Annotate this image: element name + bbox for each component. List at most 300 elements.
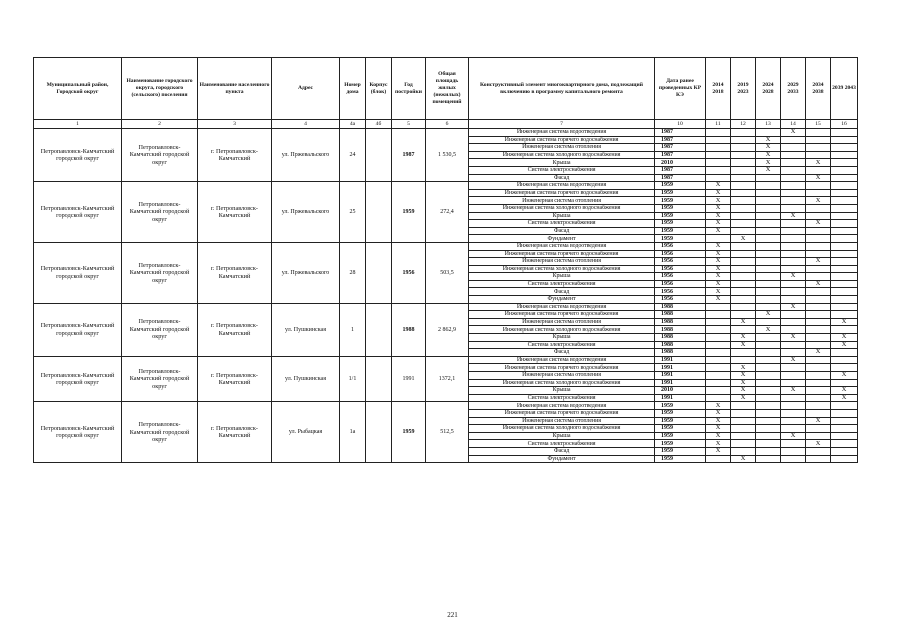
column-number: 7 [469,120,655,129]
period-mark-cell [756,349,781,357]
period-mark-cell [831,455,858,463]
element-cell: Фасад [469,227,655,235]
column-number: 4а [340,120,366,129]
period-mark-cell [706,159,731,167]
period-mark-cell [806,273,831,281]
period-mark-cell [831,197,858,205]
area-cell: 503,5 [426,242,469,303]
element-cell: Инженерная система отопления [469,144,655,152]
period-mark-cell [731,166,756,174]
period-mark-cell [756,189,781,197]
prior-repair-date-cell: 1959 [655,432,706,440]
header-prior-repair-date: Дата ранее проведенных КР КЭ [655,58,706,120]
element-cell: Инженерная система горячего водоснабжения [469,311,655,319]
period-mark-cell [831,189,858,197]
period-mark-cell [756,394,781,402]
element-cell: Фасад [469,288,655,296]
period-mark-cell [806,242,831,250]
settlement-cell: Петропавловск-Камчатский городской округ [122,303,198,356]
period-mark-cell [806,129,831,137]
period-mark-cell [806,372,831,380]
period-mark-cell: X [706,432,731,440]
year-built-cell: 1991 [392,356,426,402]
period-mark-cell [781,364,806,372]
prior-repair-date-cell: 1959 [655,455,706,463]
period-mark-cell [831,402,858,410]
element-cell: Крыша [469,212,655,220]
element-cell: Инженерная система водоотведения [469,356,655,364]
element-cell: Система электроснабжения [469,341,655,349]
period-mark-cell [731,174,756,182]
element-cell: Фасад [469,447,655,455]
period-mark-cell [806,296,831,304]
period-mark-cell [706,334,731,342]
district-cell: Петропавловск-Камчатский городской округ [34,182,122,243]
period-mark-cell [806,212,831,220]
period-mark-cell [831,273,858,281]
period-mark-cell [806,341,831,349]
element-cell: Система электроснабжения [469,280,655,288]
period-mark-cell: X [731,318,756,326]
period-mark-cell: X [731,455,756,463]
period-mark-cell: X [706,296,731,304]
period-mark-cell [731,349,756,357]
header-house-number: Номер дома [340,58,366,120]
period-mark-cell [781,372,806,380]
period-mark-cell: X [706,242,731,250]
period-mark-cell [806,394,831,402]
period-mark-cell [756,182,781,190]
prior-repair-date-cell: 1959 [655,197,706,205]
period-mark-cell [756,280,781,288]
prior-repair-date-cell: 1959 [655,227,706,235]
period-mark-cell: X [806,159,831,167]
period-mark-cell [731,356,756,364]
period-mark-cell [806,364,831,372]
period-mark-cell [731,296,756,304]
period-mark-cell [756,334,781,342]
period-mark-cell: X [781,303,806,311]
period-mark-cell: X [706,417,731,425]
period-mark-cell [706,166,731,174]
period-mark-cell [706,136,731,144]
period-mark-cell: X [831,387,858,395]
prior-repair-date-cell: 1988 [655,318,706,326]
period-mark-cell [781,136,806,144]
period-mark-cell [781,280,806,288]
period-mark-cell: X [781,212,806,220]
period-mark-cell [731,204,756,212]
period-mark-cell [831,311,858,319]
period-mark-cell [806,318,831,326]
prior-repair-date-cell: 1959 [655,235,706,243]
period-mark-cell [806,409,831,417]
element-cell: Крыша [469,159,655,167]
period-mark-cell [731,129,756,137]
element-cell: Система электроснабжения [469,166,655,174]
period-mark-cell [781,197,806,205]
period-mark-cell [756,250,781,258]
period-mark-cell [781,227,806,235]
period-mark-cell [781,440,806,448]
element-cell: Фасад [469,349,655,357]
period-mark-cell: X [756,311,781,319]
prior-repair-date-cell: 1987 [655,144,706,152]
period-mark-cell [756,212,781,220]
header-period-2029-2033: 2029 2033 [781,58,806,120]
period-mark-cell [831,258,858,266]
column-number: 2 [122,120,198,129]
period-mark-cell [781,182,806,190]
period-mark-cell [731,212,756,220]
header-period-2014-2018: 2014 2018 [706,58,731,120]
address-cell: ул. Пржевальского [272,182,340,243]
element-cell: Инженерная система горячего водоснабжения [469,409,655,417]
header-address: Адрес [272,58,340,120]
prior-repair-date-cell: 1959 [655,402,706,410]
period-mark-cell [806,144,831,152]
period-mark-cell [781,455,806,463]
period-mark-cell [731,182,756,190]
prior-repair-date-cell: 1988 [655,326,706,334]
house-number-cell: 1 [340,303,366,356]
header-element: Конструктивный элемент многоквартирного дома, подлежащий включению в программу капитального ремонта [469,58,655,120]
period-mark-cell [731,409,756,417]
column-number: 11 [706,120,731,129]
period-mark-cell [831,151,858,159]
period-mark-cell [831,296,858,304]
period-mark-cell [806,303,831,311]
period-mark-cell [806,334,831,342]
prior-repair-date-cell: 1987 [655,151,706,159]
period-mark-cell: X [706,265,731,273]
period-mark-cell [756,432,781,440]
period-mark-cell [781,379,806,387]
prior-repair-date-cell: 1956 [655,265,706,273]
prior-repair-date-cell: 1987 [655,166,706,174]
column-number: 16 [831,120,858,129]
prior-repair-date-cell: 1956 [655,296,706,304]
period-mark-cell [831,364,858,372]
period-mark-cell: X [706,402,731,410]
column-number: 3 [198,120,272,129]
capital-repair-table [33,57,858,463]
period-mark-cell [831,159,858,167]
period-mark-cell [806,182,831,190]
period-mark-cell [831,144,858,152]
period-mark-cell [756,227,781,235]
period-mark-cell [781,220,806,228]
prior-repair-date-cell: 1991 [655,364,706,372]
header-district: Муниципальный район, Городской округ [34,58,122,120]
period-mark-cell [706,356,731,364]
period-mark-cell: X [781,356,806,364]
period-mark-cell: X [831,394,858,402]
period-mark-cell [831,129,858,137]
area-cell: 512,5 [426,402,469,463]
period-mark-cell [806,432,831,440]
period-mark-cell: X [706,250,731,258]
period-mark-cell: X [731,394,756,402]
element-cell: Инженерная система холодного водоснабжения [469,204,655,212]
element-cell: Крыша [469,432,655,440]
table-row [34,242,858,250]
period-mark-cell: X [731,372,756,380]
period-mark-cell [756,372,781,380]
period-mark-cell [806,265,831,273]
district-cell: Петропавловск-Камчатский городской округ [34,356,122,402]
element-cell: Фундамент [469,235,655,243]
period-mark-cell [781,242,806,250]
element-cell: Инженерная система холодного водоснабжения [469,379,655,387]
element-cell: Крыша [469,273,655,281]
period-mark-cell [831,440,858,448]
period-mark-cell [756,402,781,410]
element-cell: Инженерная система горячего водоснабжения [469,189,655,197]
period-mark-cell [781,318,806,326]
column-number-row [34,120,858,129]
period-mark-cell [831,182,858,190]
period-mark-cell [731,432,756,440]
period-mark-cell [731,273,756,281]
period-mark-cell: X [781,129,806,137]
period-mark-cell: X [806,417,831,425]
prior-repair-date-cell: 1959 [655,409,706,417]
year-built-cell: 1956 [392,242,426,303]
element-cell: Инженерная система водоотведения [469,182,655,190]
period-mark-cell [756,258,781,266]
period-mark-cell: X [781,432,806,440]
period-mark-cell [806,235,831,243]
area-cell: 1372,1 [426,356,469,402]
period-mark-cell [706,326,731,334]
column-number: 15 [806,120,831,129]
period-mark-cell: X [781,334,806,342]
period-mark-cell [706,318,731,326]
period-mark-cell [806,250,831,258]
period-mark-cell: X [706,447,731,455]
period-mark-cell [831,212,858,220]
period-mark-cell [731,303,756,311]
table-row [34,129,858,137]
element-cell: Система электроснабжения [469,440,655,448]
header-period-2024-2028: 2024 2028 [756,58,781,120]
prior-repair-date-cell: 2010 [655,387,706,395]
element-cell: Инженерная система горячего водоснабжения [469,136,655,144]
prior-repair-date-cell: 1959 [655,204,706,212]
header-block: Корпус (блок) [366,58,392,120]
prior-repair-date-cell: 1956 [655,242,706,250]
element-cell: Инженерная система отопления [469,197,655,205]
table-row [34,402,858,410]
period-mark-cell [806,204,831,212]
period-mark-cell [781,288,806,296]
period-mark-cell: X [806,174,831,182]
period-mark-cell [706,364,731,372]
period-mark-cell: X [831,334,858,342]
period-mark-cell [756,409,781,417]
prior-repair-date-cell: 1988 [655,341,706,349]
element-cell: Инженерная система горячего водоснабжения [469,364,655,372]
period-mark-cell [831,349,858,357]
column-number: 10 [655,120,706,129]
year-built-cell: 1988 [392,303,426,356]
period-mark-cell [706,349,731,357]
period-mark-cell [781,394,806,402]
period-mark-cell [831,409,858,417]
period-mark-cell: X [706,212,731,220]
house-number-cell: 1а [340,402,366,463]
period-mark-cell [731,242,756,250]
table-body [34,129,858,463]
prior-repair-date-cell: 1988 [655,349,706,357]
period-mark-cell [831,432,858,440]
period-mark-cell: X [706,204,731,212]
period-mark-cell [781,417,806,425]
prior-repair-date-cell: 1956 [655,280,706,288]
period-mark-cell [706,379,731,387]
period-mark-cell [756,455,781,463]
element-cell: Крыша [469,387,655,395]
period-mark-cell [731,402,756,410]
period-mark-cell [831,379,858,387]
period-mark-cell [706,151,731,159]
period-mark-cell [781,235,806,243]
locality-cell: г. Петропавловск-Камчатский [198,303,272,356]
element-cell: Инженерная система холодного водоснабжения [469,151,655,159]
period-mark-cell [756,387,781,395]
period-mark-cell [806,326,831,334]
year-built-cell: 1959 [392,182,426,243]
period-mark-cell [781,159,806,167]
period-mark-cell: X [731,379,756,387]
period-mark-cell [706,235,731,243]
house-number-cell: 1/1 [340,356,366,402]
period-mark-cell [756,197,781,205]
period-mark-cell [806,455,831,463]
period-mark-cell [731,265,756,273]
element-cell: Крыша [469,334,655,342]
prior-repair-date-cell: 1991 [655,356,706,364]
prior-repair-date-cell: 1956 [655,273,706,281]
prior-repair-date-cell: 1988 [655,334,706,342]
district-cell: Петропавловск-Камчатский городской округ [34,242,122,303]
period-mark-cell [781,250,806,258]
period-mark-cell: X [706,273,731,281]
block-cell [366,182,392,243]
period-mark-cell [756,318,781,326]
prior-repair-date-cell: 1959 [655,189,706,197]
address-cell: ул. Пржевальского [272,242,340,303]
period-mark-cell [831,303,858,311]
period-mark-cell [756,174,781,182]
period-mark-cell [806,189,831,197]
column-number: 12 [731,120,756,129]
prior-repair-date-cell: 1959 [655,440,706,448]
period-mark-cell: X [831,341,858,349]
period-mark-cell [806,166,831,174]
column-number: 4б [366,120,392,129]
period-mark-cell [781,144,806,152]
period-mark-cell [731,417,756,425]
element-cell: Инженерная система холодного водоснабжения [469,265,655,273]
period-mark-cell [756,265,781,273]
period-mark-cell [756,425,781,433]
prior-repair-date-cell: 1959 [655,220,706,228]
period-mark-cell [756,204,781,212]
locality-cell: г. Петропавловск-Камчатский [198,182,272,243]
period-mark-cell [706,394,731,402]
period-mark-cell [781,151,806,159]
column-number: 1 [34,120,122,129]
period-mark-cell: X [706,197,731,205]
period-mark-cell: X [806,197,831,205]
address-cell: ул. Пржевальского [272,129,340,182]
period-mark-cell: X [756,159,781,167]
element-cell: Инженерная система отопления [469,258,655,266]
house-number-cell: 24 [340,129,366,182]
period-mark-cell [756,129,781,137]
period-mark-cell [831,356,858,364]
address-cell: ул. Пушкинская [272,356,340,402]
period-mark-cell [806,151,831,159]
settlement-cell: Петропавловск-Камчатский городской округ [122,129,198,182]
period-mark-cell [781,447,806,455]
period-mark-cell [806,136,831,144]
period-mark-cell: X [706,409,731,417]
period-mark-cell [731,159,756,167]
element-cell: Инженерная система водоотведения [469,242,655,250]
period-mark-cell [731,227,756,235]
column-number: 6 [426,120,469,129]
prior-repair-date-cell: 1987 [655,129,706,137]
period-mark-cell [756,273,781,281]
period-mark-cell: X [831,372,858,380]
period-mark-cell [781,166,806,174]
period-mark-cell [731,447,756,455]
prior-repair-date-cell: 1956 [655,258,706,266]
period-mark-cell [781,265,806,273]
element-cell: Инженерная система горячего водоснабжения [469,250,655,258]
year-built-cell: 1987 [392,129,426,182]
period-mark-cell [831,166,858,174]
district-cell: Петропавловск-Камчатский городской округ [34,402,122,463]
period-mark-cell [831,288,858,296]
element-cell: Инженерная система отопления [469,318,655,326]
period-mark-cell [806,379,831,387]
period-mark-cell [831,242,858,250]
period-mark-cell [831,280,858,288]
period-mark-cell: X [731,235,756,243]
element-cell: Система электроснабжения [469,220,655,228]
period-mark-cell: X [731,364,756,372]
block-cell [366,356,392,402]
period-mark-cell [781,409,806,417]
period-mark-cell [731,250,756,258]
period-mark-cell [831,447,858,455]
period-mark-cell [806,447,831,455]
period-mark-cell [756,288,781,296]
period-mark-cell [756,242,781,250]
period-mark-cell: X [706,220,731,228]
period-mark-cell [781,258,806,266]
locality-cell: г. Петропавловск-Камчатский [198,356,272,402]
prior-repair-date-cell: 1988 [655,303,706,311]
period-mark-cell: X [706,189,731,197]
column-number: 4 [272,120,340,129]
period-mark-cell: X [756,166,781,174]
period-mark-cell [756,220,781,228]
